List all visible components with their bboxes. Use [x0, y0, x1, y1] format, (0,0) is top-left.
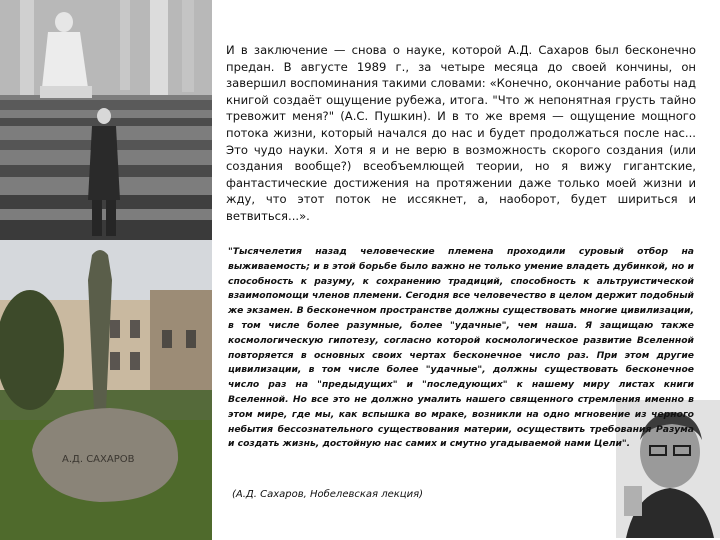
congress-hall-photo: [0, 0, 212, 240]
main-paragraph: И в заключение — снова о науке, которой А.Д. Сахаров был бесконечно предан. В августе 1989 г., за четыре месяца до своей кончины, он завершил воспоминания такими словами: «Конечно, окончание работы над книгой создаёт ощущение рубежа, итога. "Что ж непонятная грусть тайно тревожит меня?" (А.С. Пушкин). И в то же время — ощущение мощного потока жизни, который начался до нас и будет продолжаться после нас... Это чудо науки. Хотя я и не верю в возможность скорого создания (или создания вообще?) всеобъемлющей теории, но я вижу гигантские, фантастические достижения на протяжении даже только моей жизни и жду, что этот поток не иссякнет, а, наоборот, будет шириться и ветвиться...».: [226, 43, 696, 223]
monument-inscription: А.Д. САХАРОВ: [62, 454, 135, 465]
quote-citation: (А.Д. Сахаров, Нобелевская лекция): [232, 489, 424, 500]
nobel-lecture-quote: "Тысячелетия назад человеческие племена проходили суровый отбор на выживаемость; и в этой борьбе было важно не только умение владеть дубинкой, но и способность к разуму, к сохранению традиций, способность к альтруистической взаимопомощи членов племени. Сегодня все человечество в целом держит подобный же экзамен. В бесконечном пространстве должны существовать многие цивилизации, в том числе более разумные, более "удачные", чем наша. Я защищаю также космологическую гипотезу, согласно которой космологическое развитие Вселенной повторяется в основных своих чертах бесконечное число раз. При этом другие цивилизации, в том числе более "удачные", должны существовать бесконечное число раз на "предыдущих" и "последующих" к нашему миру листах книги Вселенной. Но все это не должно умалить нашего священного стремления именно в этом мире, где мы, как вспышка во мраке, возникли на одно мгновение из черного небытия бессознательного существования материи, осуществить требования Разума и создать жизнь, достойную нас самих и смутно угадываемой нами Цели".: [228, 246, 694, 450]
monument-photo: [0, 240, 212, 540]
